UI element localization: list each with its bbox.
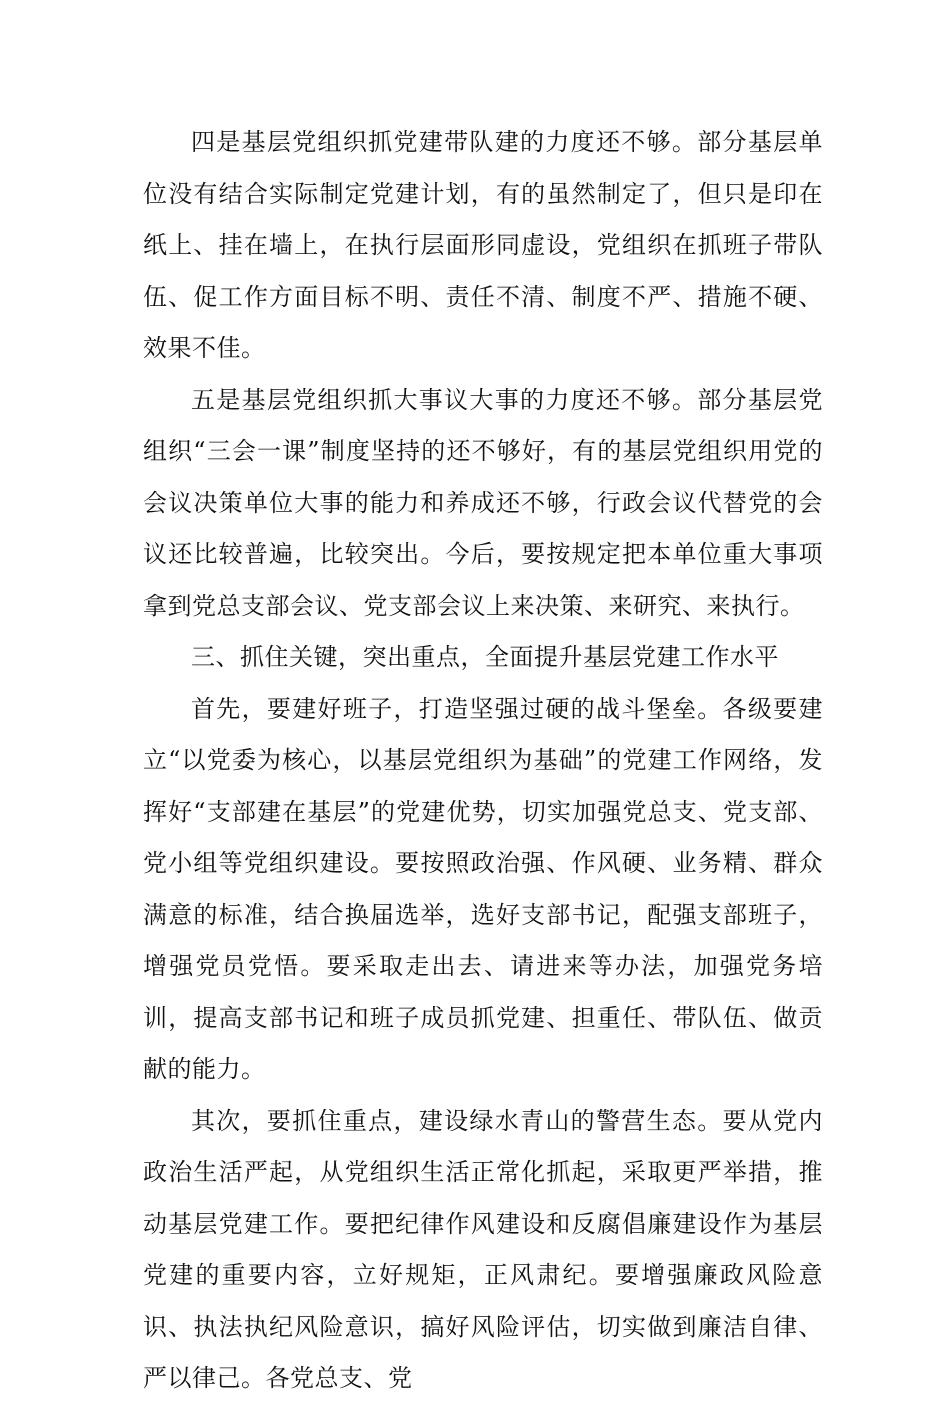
paragraph-second: 其次，要抓住重点，建设绿水青山的警营生态。要从党内政治生活严起，从党组织生活正常化抓起，采取更严举措，推动基层党建工作。要把纪律作风建设和反腐倡廉建设作为基层党建的重要内容，立好规矩，正风肃纪。要增强廉政风险意识、执法执纪风险意识，搞好风险评估，切实做到廉洁自律、严以律己。各党总支、党 <box>143 1106 823 1392</box>
paragraph-point-five: 五是基层党组织抓大事议大事的力度还不够。部分基层党组织“三会一课”制度坚持的还不够好，有的基层党组织用党的会议决策单位大事的能力和养成还不够，行政会议代替党的会议还比较普遍，比较突出。今后，要按规定把本单位重大事项拿到党总支部会议、党支部会议上来决策、来研究、来执行。 <box>143 385 823 620</box>
section-heading-three: 三、抓住关键，突出重点，全面提升基层党建工作水平 <box>191 643 779 671</box>
paragraph-first: 首先，要建好班子，打造坚强过硬的战斗堡垒。各级要建立“以党委为核心，以基层党组织为基础”的党建工作网络，发挥好“支部建在基层”的党建优势，切实加强党总支、党支部、党小组等党组织建设。要按照政治强、作风硬、业务精、群众满意的标准，结合换届选举，选好支部书记，配强支部班子，增强党员党悟。要采取走出去、请进来等办法，加强党务培训，提高支部书记和班子成员抓党建、担重任、带队伍、做贡献的能力。 <box>143 694 823 1083</box>
document-body <box>143 117 823 1405</box>
paragraph-point-four: 四是基层党组织抓党建带队建的力度还不够。部分基层单位没有结合实际制定党建计划，有的虽然制定了，但只是印在纸上、挂在墙上，在执行层面形同虚设，党组织在抓班子带队伍、促工作方面目标不明、责任不清、制度不严、措施不硬、效果不佳。 <box>143 128 823 362</box>
